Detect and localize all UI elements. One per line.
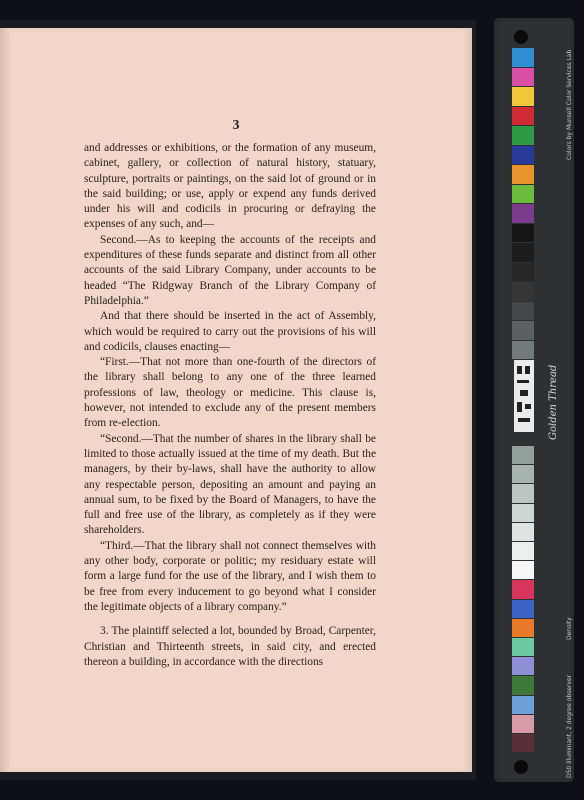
color-swatch (512, 465, 534, 483)
color-swatch (512, 600, 534, 618)
color-swatch (512, 204, 534, 223)
paragraph-5: “Second.—That the number of shares in the library shall be limited to those actually issued at the time of my death. But the managers, by their by-laws, shall have the authority to allow any respectable person, depositing an amount and paying an annual sum, to be fixed by the Board of Managers, to have the full and free use of the library, as completely as if they were shareholders. (84, 432, 376, 537)
color-swatch (512, 446, 534, 464)
color-swatch (512, 165, 534, 184)
color-swatch (512, 282, 534, 301)
color-swatch (512, 48, 534, 67)
color-swatch (512, 657, 534, 675)
color-checker-inner (500, 22, 570, 778)
color-swatch (512, 146, 534, 165)
paragraph-3: And that there should be inserted in the act of Assembly, which would be required to carry out the provisions of his will and codicils, clauses enacting— (84, 310, 376, 353)
color-swatch (512, 676, 534, 694)
paragraph-4: “First.—That not more than one-fourth of the directors of the library shall belong to any one of the three learned professions of law, theology or medicine. This clause is, however, not intended to exclude any of the present members from re-election. (84, 356, 376, 430)
density-label: Density (566, 617, 573, 640)
color-swatch (512, 734, 534, 752)
color-swatch (512, 302, 534, 321)
page-gutter (0, 28, 12, 772)
strip-footer: D50 Illuminant, 2 degree observer (566, 674, 573, 778)
color-swatch (512, 619, 534, 637)
color-swatch (512, 224, 534, 243)
brand-label: Golden Thread (548, 364, 559, 440)
color-swatch (512, 542, 534, 560)
paragraph-7: 3. The plaintiff selected a lot, bounded by Broad, Carpenter, Christian and Thirteenth streets, in said city, and erected thereon a building, in accordance with the directions (84, 625, 376, 668)
color-swatch (512, 580, 534, 598)
color-swatch (512, 68, 534, 87)
barcode-target (514, 360, 534, 432)
strip-hole-top (514, 30, 528, 44)
color-swatch (512, 696, 534, 714)
color-swatch (512, 87, 534, 106)
color-swatch (512, 126, 534, 145)
color-swatch (512, 715, 534, 733)
color-swatch (512, 638, 534, 656)
strip-hole-bottom (514, 760, 528, 774)
paragraph-2: Second.—As to keeping the accounts of the receipts and expenditures of these funds separate and distinct from all other accounts of the said Library Company, under accounts to be headed “The Ridgway Branch of the Library Company of Philadelphia.” (84, 233, 376, 307)
body-text (84, 141, 376, 670)
color-swatch (512, 561, 534, 579)
color-swatch (512, 243, 534, 262)
paragraph-6: “Third.—That the library shall not connect themselves with any other body, corporate or politic; my residuary estate will form a large fund for the use of the library, and I wish them to be free from every inducement to go beyond what I consider the legitimate objects of a library company.” (84, 539, 376, 613)
strip-title: Colors by Munsell Color Services Lab (566, 49, 573, 160)
color-swatch (512, 263, 534, 282)
page-number: 3 (232, 118, 240, 133)
paragraph-1: and addresses or exhibitions, or the formation of any museum, cabinet, gallery, or collection of natural history, statuary, sculpture, portraits or paintings, on the said lot of ground or in the said building; or use, apply or expend any funds derived under his will and codicils in procuring or defraying the expenses of any such, and— (84, 142, 376, 231)
color-swatch (512, 321, 534, 340)
color-swatch (512, 341, 534, 360)
color-swatch (512, 504, 534, 522)
color-swatch (512, 185, 534, 204)
color-swatch (512, 107, 534, 126)
color-swatch (512, 523, 534, 541)
color-swatch (512, 484, 534, 502)
